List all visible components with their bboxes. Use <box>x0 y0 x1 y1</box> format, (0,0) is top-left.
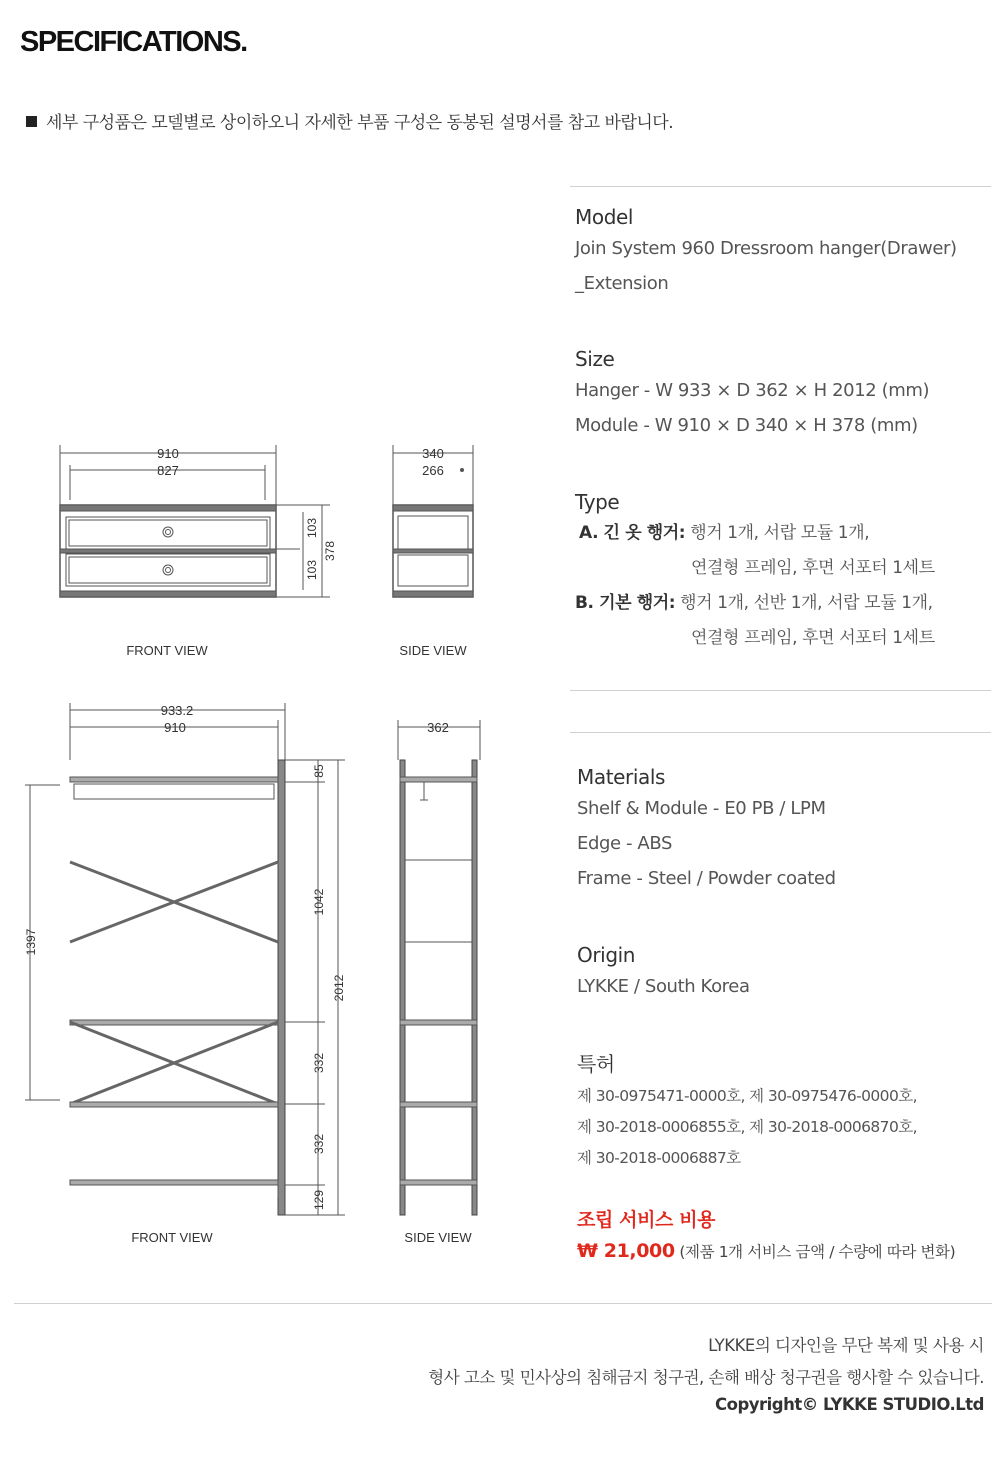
size-hanger: Hanger - W 933 × D 362 × H 2012 (mm) <box>575 380 930 401</box>
assembly-price-note: (제품 1개 서비스 금액 / 수량에 따라 변화) <box>679 1243 956 1261</box>
divider <box>570 186 991 187</box>
size-module: Module - W 910 × D 340 × H 378 (mm) <box>575 415 918 436</box>
assembly-heading: 조립 서비스 비용 <box>577 1209 716 1231</box>
dim-upper: 1042 <box>312 888 326 916</box>
assembly-price: ₩ 21,000 <box>577 1240 675 1262</box>
patent-line-2: 제 30-2018-0006855호, 제 30-2018-0006870호, <box>577 1118 917 1136</box>
hanger-front-view <box>24 703 346 1245</box>
notice-text: 세부 구성품은 모델별로 상이하오니 자세한 부품 구성은 동봉된 설명서를 참고 바랍니다. <box>46 113 674 133</box>
assembly-section <box>577 1205 997 1262</box>
model-line-2: _Extension <box>575 273 669 294</box>
model-heading: Model <box>575 205 634 229</box>
dim-module-inner-depth: 266 <box>422 463 444 478</box>
divider <box>570 690 991 691</box>
materials-shelf: Shelf & Module - E0 PB / LPM <box>577 798 826 819</box>
footer-line-2: 형사 고소 및 민사상의 침해금지 청구권, 손해 배상 청구권을 행사할 수 있습니다. <box>428 1368 984 1387</box>
type-b-label: B. 기본 행거: <box>575 593 676 613</box>
footer-line-1: LYKKE의 디자인을 무단 복제 및 사용 시 <box>708 1336 984 1355</box>
dim-bottom: 129 <box>312 1189 326 1211</box>
origin-section <box>577 943 997 1004</box>
dim-hanger-rail-height: 1397 <box>24 928 38 956</box>
hanger-side-label: SIDE VIEW <box>404 1230 472 1245</box>
dim-hanger-inner-width: 910 <box>164 720 186 735</box>
type-b-line1: 행거 1개, 선반 1개, 서랍 모듈 1개, <box>680 593 933 613</box>
dim-hanger-width: 933.2 <box>160 703 194 718</box>
type-a-label: A. 긴 옷 행거: <box>579 523 686 543</box>
patent-line-1: 제 30-0975471-0000호, 제 30-0975476-0000호, <box>577 1087 917 1105</box>
dim-drawer-2: 103 <box>305 559 319 581</box>
module-side-view <box>393 445 473 658</box>
materials-frame: Frame - Steel / Powder coated <box>577 868 836 889</box>
model-line-1: Join System 960 Dressroom hanger(Drawer) <box>575 238 957 259</box>
size-heading: Size <box>575 347 615 371</box>
materials-edge: Edge - ABS <box>577 833 673 854</box>
type-b-line2: 연결형 프레임, 후면 서포터 1세트 <box>691 628 935 648</box>
origin-heading: Origin <box>577 943 636 967</box>
dim-module-inner-width: 827 <box>157 463 179 478</box>
hanger-side-view <box>398 720 480 1245</box>
module-front-view <box>60 445 337 658</box>
materials-heading: Materials <box>577 765 666 789</box>
origin-value: LYKKE / South Korea <box>577 976 750 997</box>
dim-module-height: 378 <box>323 540 337 562</box>
patent-heading: 특허 <box>577 1052 615 1076</box>
type-heading: Type <box>575 490 620 514</box>
dim-top: 85 <box>312 764 326 778</box>
size-section <box>575 347 995 443</box>
type-a-line2: 연결형 프레임, 후면 서포터 1세트 <box>691 558 935 578</box>
divider <box>570 732 991 733</box>
dim-lower: 332 <box>312 1133 326 1155</box>
dim-module-width: 910 <box>157 446 179 461</box>
dim-drawer-1: 103 <box>305 517 319 539</box>
footer-copyright: Copyright© LYKKE STUDIO.Ltd <box>715 1395 984 1414</box>
hanger-front-label: FRONT VIEW <box>131 1230 213 1245</box>
type-section <box>575 490 995 656</box>
dim-mid: 332 <box>312 1052 326 1074</box>
dim-module-depth: 340 <box>422 446 444 461</box>
module-side-label: SIDE VIEW <box>399 643 467 658</box>
dim-total-height: 2012 <box>332 974 346 1002</box>
dim-hanger-depth: 362 <box>427 720 449 735</box>
materials-section <box>577 765 997 896</box>
model-section <box>575 205 995 301</box>
module-front-label: FRONT VIEW <box>126 643 208 658</box>
patent-line-3: 제 30-2018-0006887호 <box>577 1149 741 1167</box>
page-title: SPECIFICATIONS. <box>20 26 247 58</box>
type-a-line1: 행거 1개, 서랍 모듈 1개, <box>690 523 870 543</box>
technical-drawings <box>0 0 560 1300</box>
patent-section <box>577 1048 997 1174</box>
footer-divider <box>14 1303 992 1304</box>
